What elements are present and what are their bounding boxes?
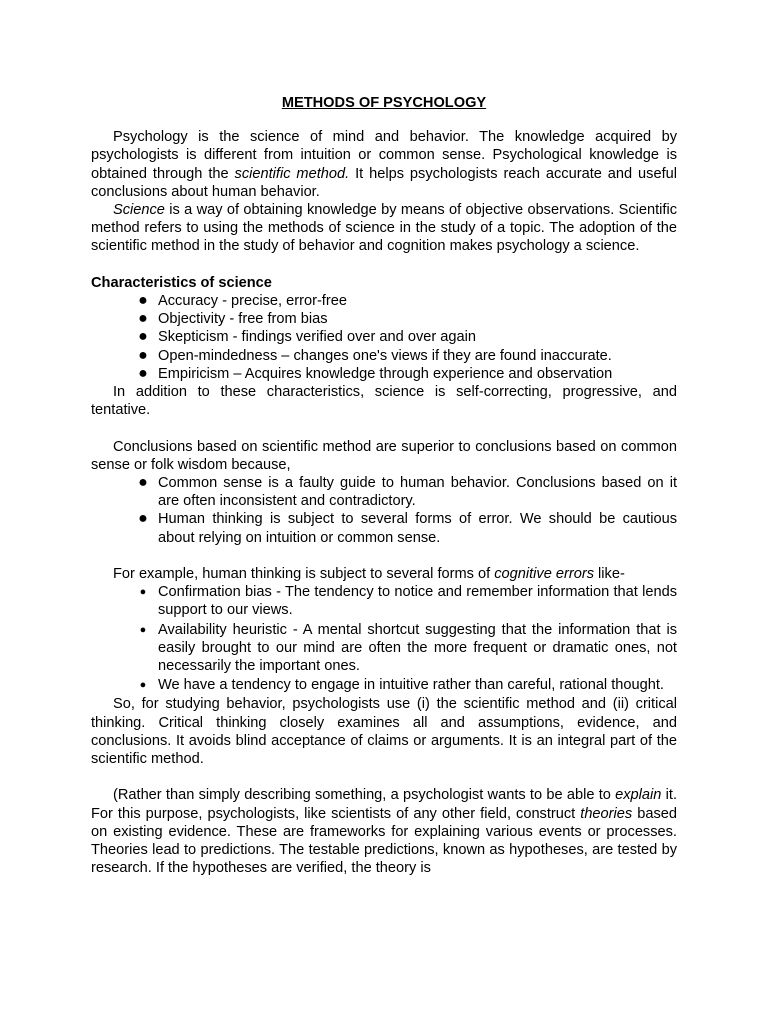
theories-text-c: based on existing evidence. These are frameworks for explaining various events or processes. Theories lead to predictions. The testable predictions, known as hypotheses, are tested by research. If the hypotheses are verified, the theory is — [91, 805, 677, 877]
bullet-icon: ● — [138, 346, 148, 364]
bullet-icon: ● — [138, 292, 148, 310]
intro-p1-text-b: It helps psychologists reach accurate and useful conclusions about human behavior. — [91, 165, 677, 200]
list-item — [91, 328, 677, 346]
list-item-text: Empiricism – Acquires knowledge through experience and observation — [158, 365, 613, 382]
spacer — [91, 256, 677, 274]
list-item-text: Availability heuristic - A mental shortcut suggesting that the information that is easily brought to our mind are often the more frequent or dramatic ones, not necessarily the important ones. — [158, 621, 677, 675]
bullet-icon: ● — [138, 328, 148, 346]
list-item-text: Objectivity - free from bias — [158, 311, 328, 328]
theories-emphasis-theories: theories — [580, 805, 633, 822]
list-item-text: Accuracy - precise, error-free — [158, 293, 347, 310]
list-item-text: Common sense is a faulty guide to human behavior. Conclusions based on it are often inconsistent and contradictory. — [158, 475, 677, 510]
list-item-text: Human thinking is subject to several forms of error. We should be cautious about relying on intuition or common sense. — [158, 511, 677, 546]
list-item — [91, 310, 677, 328]
errors-intro-text-a: For example, human thinking is subject to several forms of — [113, 566, 495, 583]
list-item — [91, 676, 677, 694]
document-title: METHODS OF PSYCHOLOGY — [281, 95, 487, 111]
bullet-icon: ● — [139, 679, 147, 692]
list-item-text: Confirmation bias - The tendency to notice and remember information that lends support to our views. — [158, 584, 677, 619]
errors-intro-paragraph — [91, 565, 677, 583]
theories-paragraph — [91, 786, 677, 877]
intro-p2-text: is a way of obtaining knowledge by means of objective observations. Scientific method refers to using the methods of science in the study of a topic. The adoption of the scientific method in the study of behavior and cognition makes psychology a science. — [91, 202, 677, 255]
list-item — [91, 510, 677, 546]
intro-p1-text-a: Psychology is the science of mind and behavior. The knowledge acquired by psychologists is different from intuition or common sense. Psychological knowledge is obtained through the — [91, 129, 677, 182]
conclusions-intro-paragraph: Conclusions based on scientific method are superior to conclusions based on common sense or folk wisdom because, — [91, 438, 677, 473]
list-item-text: Skepticism - findings verified over and over again — [158, 329, 476, 346]
list-item — [91, 474, 677, 510]
spacer — [91, 419, 677, 437]
bullet-icon: ● — [138, 364, 148, 382]
intro-p1-emphasis: scientific method. — [234, 165, 350, 182]
theories-emphasis-explain: explain — [615, 787, 662, 804]
conclusions-list — [91, 474, 677, 547]
intro-p2-emphasis: Science — [113, 202, 165, 219]
intro-paragraph-1 — [91, 128, 677, 201]
list-item-text: Open-mindedness – changes one's views if they are found inaccurate. — [158, 347, 612, 364]
characteristics-heading: Characteristics of science — [91, 274, 272, 291]
bullet-icon: ● — [138, 510, 148, 528]
list-item — [91, 365, 677, 383]
errors-after-paragraph: So, for studying behavior, psychologists use (i) the scientific method and (ii) critical thinking. Critical thinking closely examines all and assumptions, evidence, and conclusions. It avoids blind acceptance of claims or arguments. It is an integral part of the scientific method. — [91, 696, 677, 768]
bullet-icon: ● — [138, 310, 148, 328]
bullet-icon: ● — [139, 623, 147, 636]
spacer — [91, 547, 677, 565]
spacer — [91, 768, 677, 786]
theories-text-a: (Rather than simply describing something, a psychologist wants to be able to — [113, 787, 616, 804]
errors-intro-emphasis: cognitive errors — [494, 566, 594, 583]
list-item — [91, 292, 677, 310]
intro-paragraph-2 — [91, 201, 677, 256]
list-item-text: We have a tendency to engage in intuitive rather than careful, rational thought. — [158, 677, 664, 694]
bullet-icon: ● — [138, 474, 148, 492]
cognitive-errors-list — [91, 583, 677, 694]
errors-intro-text-b: like- — [594, 566, 625, 583]
characteristics-after-paragraph: In addition to these characteristics, science is self-correcting, progressive, and tentative. — [91, 384, 677, 419]
list-item — [91, 621, 677, 676]
document-page — [91, 94, 677, 877]
list-item — [91, 347, 677, 365]
bullet-icon: ● — [139, 586, 147, 599]
theories-text-b: it. For this purpose, psychologists, like scientists of any other field, construct — [91, 787, 677, 822]
list-item — [91, 583, 677, 619]
characteristics-list — [91, 292, 677, 383]
